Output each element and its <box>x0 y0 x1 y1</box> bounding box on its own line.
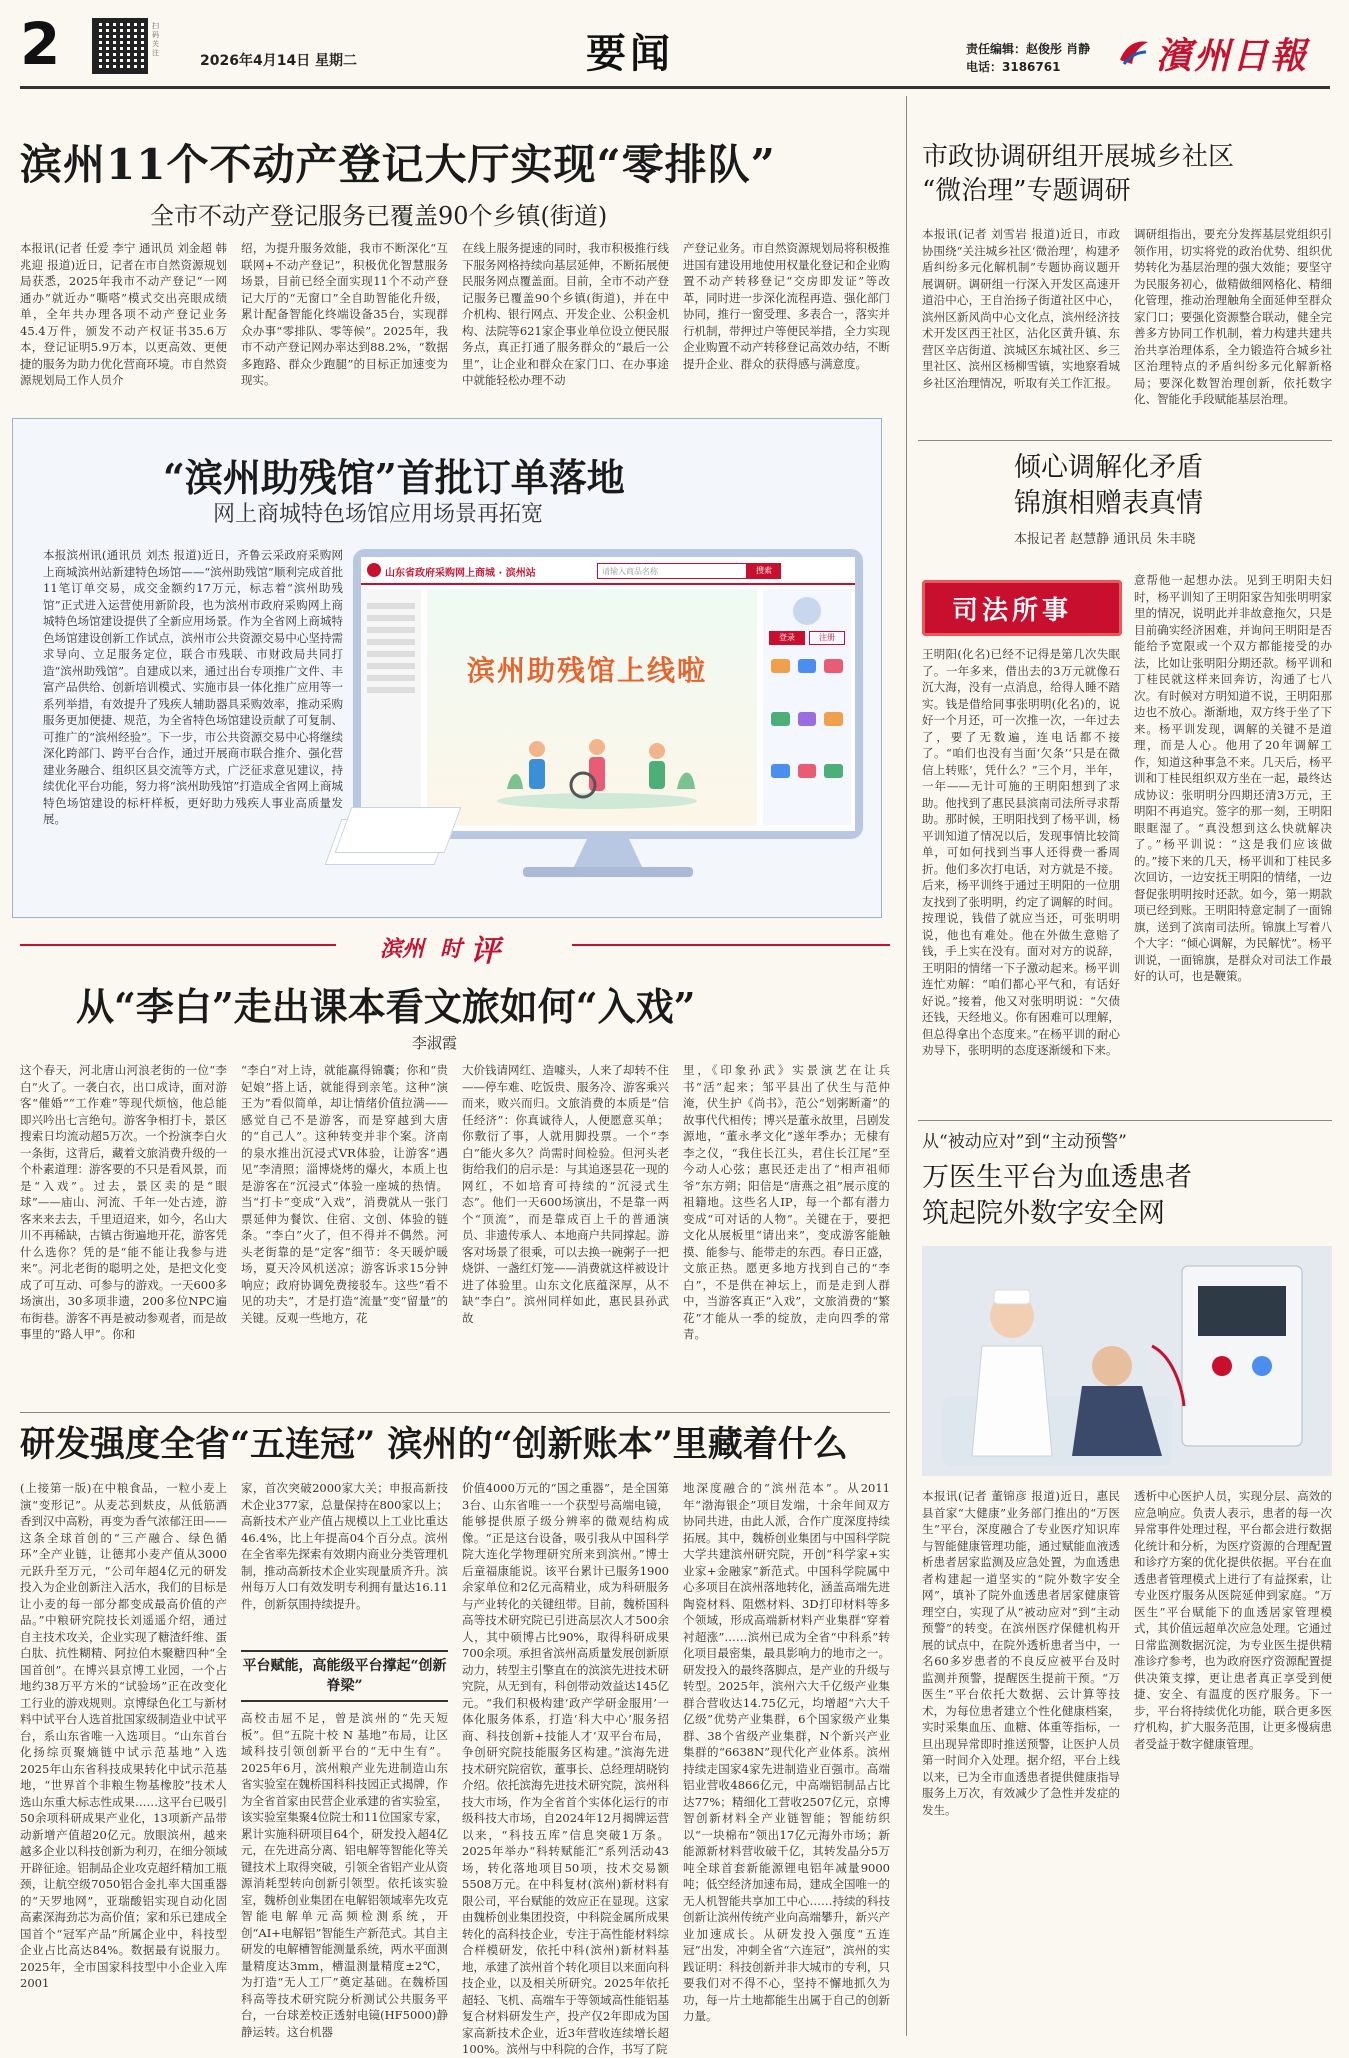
feature-subtitle: 网上商城特色场馆应用场景再拓宽 <box>213 502 544 527</box>
ra2-title-line-2: 锦旗相赠表真情 <box>1014 488 1203 519</box>
lead-col-2: 绍，为提升服务效能，我市不断深化“互联网+不动产登记”，积极优化智慧服务场景，目前已经全面实现11个不动产登记大厅的“无窗口”全自助智能化升级，累计配备智能化终端设备35台，实现群众办事“零排队、零等候”。2025年，我市不动产登记网办率达到88.2%，“数据多跑路、群众少跑腿”的目标正加速变为现实。 <box>241 241 448 387</box>
commentary-col-4: 里，《印象孙武》实景演艺在让兵书“活”起来；邹平县出了伏生与范仲淹，伏生护《尚书》，范公“划粥断齑”的故事代代相传；博兴是董永故里，吕剧发源地，“董永孝文化”遂年季办；无棣有李之仪，“我住长江头，君住长江尾”至今动人心弦；惠民还走出了“相声祖师爷”东方朔；阳信是“唐燕之祖”展示度的祖籍地。这些名人IP，每一个都有潜力变成“可对话的人物”。关键在于，要把文化从展板里“请出来”，变成游客能触摸、能参与、能带走的东西。春日正盛，文旅正热。愿更多地方找到自己的“李白”，不是供在神坛上，而是走到人群中，当游客真正“入戏”，文旅消费的“繁花”才能从一季的绽放，走向四季的常青。 <box>683 1063 890 1341</box>
screen-side-panel <box>763 589 851 825</box>
lead-body <box>20 240 890 400</box>
commentary-col-2: “李白”对上诗，就能赢得锦囊；你和“贵妃娘”搭上话，就能得到亲笔。这种“演王为”看似简单，却让情绪价值拉满——感觉自己不是游客，而是穿越到大唐的“自己人”。这种转变并非个案。济南的泉水推出沉浸式VR体验，让游客“遇见”李清照；淄博烧烤的爆火，本质上也是游客在“沉浸式”体验一座城的热情。当“打卡”变成“入戏”，消费就从一张门票延伸为餐饮、住宿、文创、体验的链条。“李白”火了，但不得并不偶然。河头老街靠的是“定客”细节：冬天暖炉暖场，夏天冷风机送凉；游客诉求15分钟响应；政府协调免费接驳车。这些“看不见的功夫”，才是打造“流量”变“留量”的关键。反观一些地方，花 <box>241 1063 448 1325</box>
commentary-col-1: 这个春天，河北唐山河浪老街的一位“李白”火了。一袭白衣，出口成诗，面对游客“催婚”“工作难”等现代烦恼，他总能即兴吟出七言绝句。游客争相打卡，景区搜索日均流动超5万次。一个扮演李白火一条街，这背后，藏着文旅消费升级的一个朴素道理：游客要的不只是看风景，而是“入戏”。过去，景区卖的是“眼球”——庙山、河流、千年一处古迹，游客来来去去，千里迢迢来，如今，名山大川不再稀缺，古镇古街遍地开花，游客凭什么选你？凭的是“能不能让我参与进来”。河北老街的聪明之处，是把文化变成了可互动、可参与的游戏。一天600多场演出，30多项非遗，200多位NPC遍布街巷。游客不再是被动参观者，而是故事里的“路人甲”。你和 <box>20 1063 227 1341</box>
right-article-1 <box>922 140 1332 436</box>
ra3-col-2: 透析中心医护人员，实现分层、高效的应急响应。负责人表示，患者的每一次异常事件处理过程，平台都会进行数据化统计和分析，为医疗资源的合理配置和诊疗方案的优化提供依据。平台在血透患者管理模式上进行了有益探索，让专业医疗服务从医院延伸到家庭。“万医生”平台赋能下的血透居家管理模式，其价值远超单次应急处理。它通过日常监测数据沉淀，为专业医生提供精准诊疗参考，也为政府医疗资源配置提供决策支撑，更让患者真正享受到便捷、安全、有温度的医疗服务。下一步，平台将持续优化功能，联合更多医疗机构，扩大服务范围，让更多慢病患者受益于数字健康管理。 <box>1134 1489 1332 1751</box>
page-number: 2 <box>20 10 61 78</box>
brand-name: 濱州日報 <box>1156 35 1309 77</box>
research-col-4: 地深度融合的“滨州范本”。从2011年“渤海银企”项目发端，十余年间双方协同共进，由此人派，合作广度深度持续拓展。其中，魏桥创业集团与中国科学院大学共建滨州研究院，开创“科学家+实业家+金融家”新范式。中国科学院属中心多项目在滨州落地转化，涵盖高端先进陶瓷材料、阻燃材料、3D打印材料等多个领域，形成高端新材料产业集群“穿着衬超涨”……滨州已成为全省“中科系”转化项目最密集，最具影响力的地市之一。研发投入的最终落脚点，是产业的升级与转型。2025年，滨州六大千亿级产业集群合营收达14.75亿元，均增超“六大千亿级”优势产业集群，6个国家级产业集群、38个省级产业集群，N个新兴产业集群的“6638N”现代化产业体系。滨州持续走国家4家先进制造业百强市。高端铝业营收4866亿元，中高端铝制品占比达77%；精细化工营收2507亿元，京博智创新材料全产业链智能；智能纺织以“一块棉布”领出17亿元海外市场；新能源新材料营收破千亿，其转发晶分5万吨全球首套新能源锂电铝年减量9000吨；低空经济加速布局，建成全国唯一的无人机智能共享加工中心……持续的科技创新让滨州传统产业向高端攀升，新兴产业加速成长。从研发投入强度“五连冠”出发，冲刺全省“六连冠”，滨州的实践证明：科技创新并非大城市的专利，只要我们对不得不心，坚持不懈地抓久为功，每一片土地都能生出属于自己的创新力量。 <box>683 1481 890 2023</box>
screen-search-input[interactable]: 请输入商品名称 <box>597 563 747 579</box>
lead-subtitle: 全市不动产登记服务已覆盖90个乡镇(街道) <box>150 202 608 230</box>
banner-figures <box>487 719 707 809</box>
ra1-title-line-1: 市政协调研组开展城乡社区 <box>922 142 1235 172</box>
monitor-base <box>523 867 693 877</box>
ra1-col-1: 本报讯(记者 刘雪岩 报道)近日，市政协围绕“关注城乡社区‘微治理’，构建矛盾纠纷多元化解机制”专题协商议题开展调研。调研组一行深入开发区高速开道沿中心，王自治扬子街道社区中心，滨州区新风尚中心文化点，滨州经济技术开发区西王社区，沾化区黄升镇、东营区辛店街道、滨城区东城社区、乡三里社区、滨州区杨柳雪镇，实地察看城乡社区治理情况，听取有关工作汇报。 <box>922 227 1120 390</box>
screen-header <box>361 557 855 585</box>
commentary-title: 从“李白”走出课本看文旅如何“入戏” <box>76 984 696 1029</box>
ra2-col-1: 王明阳(化名)已经不记得是第几次失眠了。一年多来，借出去的3万元就像石沉大海，没有一点消息，给得人睡不踏实。钱是借给同事张明明(化名)的，说好一个月还，可一次推一次，一年过去了，要了无数遍，连电话都不接了。“咱们也没有当面‘欠条’‘只是在微信上转账’，凭什么？”三个月，半年，一年——无计可施的王明阳想到了求助。他找到了惠民县滨南司法所寻求帮助。那时候，王明阳找到了杨平训，杨平训知道了情况以后，发现事情比较简单，可如何找到当事人还得费一番周折。他们多次打电话，对方就是不接。后来，杨平训终于通过王明阳的一位朋友找到了张明明，约定了调解的时间。按理说，钱借了就应当还，可张明明说，他也有难处。他在外做生意赔了钱，手上实在没有。面对对方的说辞，王明阳的情绪一下子激动起来。杨平训连忙劝解：“咱们都心平气和，有话好好说。”接着，他又对张明明说：“欠债还钱，天经地义。你有困难可以理解，但总得拿出个态度来。”在杨平训的耐心劝导下，张明明的态度逐渐缓和下来。 <box>922 647 1120 1057</box>
ra2-byline: 本报记者 赵慧静 通讯员 朱丰晓 <box>1014 532 1196 547</box>
feature-title: “滨州助残馆”首批订单落地 <box>163 455 625 500</box>
banner-text: 滨州助残馆上线啦 <box>467 654 708 687</box>
column-banner <box>20 928 890 969</box>
side-register-button[interactable]: 注册 <box>809 631 845 645</box>
ra3-title-line-2: 筑起院外数字安全网 <box>922 1198 1165 1229</box>
ra3-kicker: 从“被动应对”到“主动预警” <box>922 1132 1127 1152</box>
ra2-title-line-1: 倾心调解化矛盾 <box>1014 452 1203 483</box>
lead-col-3: 在线上服务提速的同时，我市积极推行线下服务网格持续向基层延伸，不断拓展便民服务网点覆盖面。目前，全市不动产登记服务已覆盖90个乡镇(街道)，并在中介机构、银行网点、开发企业、公积金机构、法院等621家企事业单位设立便民服务点，真正打通了服务群众的“最后一公里”，让企业和群众在家门口、在办事途中就能轻松办理不动 <box>462 241 669 387</box>
paper-stack <box>333 799 453 869</box>
screen-category-menu <box>361 589 421 825</box>
research-article <box>20 1416 890 2056</box>
commentary-article <box>20 966 890 1406</box>
commentary-author: 李淑霞 <box>412 1034 458 1052</box>
ra1-title-line-2: “微治理”专题调研 <box>922 176 1131 206</box>
banner-middle: 时 <box>440 936 463 962</box>
qr-code <box>92 18 148 74</box>
qr-caption: 扫码关注 <box>152 22 159 57</box>
research-subheading <box>241 1650 448 1702</box>
column-banner-tag <box>336 928 572 969</box>
research-subheading-text: 平台赋能，高能级平台撑起“创新脊梁” <box>242 1658 447 1694</box>
screen-header-logo-icon <box>367 563 381 577</box>
lead-article <box>20 96 890 406</box>
lead-title: 滨州11个不动产登记大厅实现“零排队” <box>20 140 776 189</box>
ra3-body <box>922 1488 1332 1988</box>
section-name: 要闻 <box>586 30 674 77</box>
research-col-2: 家，首次突破2000家大关；申报高新技术企业377家，总量保持在800家以上；高新技术产业产值占规模以上工业比重达46.4%，比上年提高04个百分点。滨州在全省率先探索有效期内商业分类管理机制，推动高新技术企业实现量质齐升。滨州每万人口有效发明专利拥有量达16.11件，创新氛围持续提升。 <box>241 1481 448 1611</box>
ra3-col-1: 本报讯(记者 董锦彦 报道)近日，惠民县首家“大健康”业务部门推出的“万医生”平台，深度融合了专业医疗知识库与智能健康管理功能，通过赋能血液透析患者居家监测及应急处置，为血透患者构建起一道坚实的“院外数字安全网”，填补了院外血透患者居家健康管理空白，实现了从“被动应对”到“主动预警”的转变。在滨州医疗保健机构开展的试点中，在院外透析患者当中，一名60多岁患者的不良反应被平台及时监测并预警，提醒医生提前干预。“万医生”平台依托大数据、云计算等技术，为每位患者建立个性化健康档案，实时采集血压、血糖、体重等指标，一旦出现异常即时推送预警，让医护人员第一时间介入处理。据介绍，平台上线以来，已为全市血透患者提供健康指导服务上万次，有效减少了急性并发症的发生。 <box>922 1489 1120 1817</box>
research-col-1: (上接第一版)在中粮食品，一粒小麦上演“变形记”。从麦芯到麸皮，从低筋酒香到汉中高粉，再变为香气浓郁汪田——这条全球首创的“三产融合、绿色循环”全产业链，让德邦小麦产值从3000元跃升至万元，“公司年超4亿元的研发投入为企业创新注入活水，我们的目标是让小麦的每一部分都变成最高价值的产品。”中粮研究院技长刘遥遥介绍，通过自主技术攻关，企业实现了糖渣纤维、蛋白肽、抗性糊精、阿拉伯木聚糖四种“全国首创”。在博兴县京博工业园，一个占地约38万平方米的“试验场”正在改变化工行业的游戏规则。京博绿色化工与新材料中试平台人选首批国家级制造业中试平台，系山东省唯一入选项目。“山东首台化扬综页聚熵链中试示范基地”入选2025年山东省科技成果转化中试示范基地，“世界首个非粮生物基橡胶”技术人选山东重大标志性成果……这平台已吸引50余项科研成果产业化，13项新产品带动新增产值超20亿元。放眼滨州，越来越多企业以科技创新为利刃，在细分领域开辟征途。铝制品企业攻克超纤精加工瓶颈，让航空级7050铝合金扎率大国重器的“天罗地网”，亚瑞酸铝实现自动化固高素深海劲芯为高价值；家和乐已建成全国首个“冠军产品”所属企业中，科技型企业占比高达84%。数据最有说服力。2025年，全市国家科技型中小企业入库2001 <box>20 1481 227 1990</box>
side-icon-grid <box>771 659 843 809</box>
ra1-col-2: 调研组指出，要充分发挥基层党组织引领作用，切实将党的政治优势、组织优势转化为基层治理的强大效能；要坚守为民服务初心，做精做细网格化、精细化管理，推动治理触角全面延伸至群众家门口；要强化资源整合联动，健全完善多方协同工作机制，着力构建共建共治共享治理体系，全力锻造符合城乡社区治理特点的矛盾纠纷多元化解新格局；要深化数智治理创新，依托数字化、智能化手段赋能基层治理。 <box>1134 227 1332 406</box>
ra2-col-2: 意帮他一起想办法。见到王明阳夫妇时，杨平训知了王明阳家告知张明明家里的情况，说明此并非故意拖欠，只是目前确实经济困难，并询问王明阳是否能给予宽限或一个双方都能接受的办法，比如让张明阳分期还款。杨平训和丁桂民就这样来回奔访，沟通了七八次。有时候对方明知道不说，王明阳那边也不放心。渐渐地，双方终于坐了下来。杨平训发现，调解的关键不是道理，而是人心。他用了20年调解工作，知道这种事急不来。几天后，杨平训和丁桂民组织双方坐在一起，最终达成协议：张明明分四期还清3万元，王明阳不再追究。签字的那一刻，王明阳眼眶湿了。“真没想到这么快就解决了。”杨平训说：“这是我们应该做的。”接下来的几天，杨平训和丁桂民多次回访，一边安抚王明阳的情绪，一边督促张明明按时还款。如今，第一期款项已经到账。王明阳特意定制了一面锦旗，送到了滨南司法所。锦旗上写着八个大字：“倾心调解，为民解忧”。杨平训说，一面锦旗，是群众对司法工作最好的认可，也是鞭策。 <box>1134 573 1332 983</box>
phone-line: 电话：3186761 <box>966 60 1061 74</box>
research-col-3: 价值4000万元的“国之重器”，是全国第3台、山东省唯一一个获型号高端电镜，能够提供原子级分辨率的微观结构成像。“正是这台设备，吸引我从中国科学院大连化学物理研究所来到滨州。”博士后童福康能说。该平台累计已服务1900余家单位和2亿元高精业，成为科研服务与产业转化的关键纽带。目前，魏桥国科高等技术研究院已引进高层次人才500余人，其中硕博占比90%，取得科研成果700余项。承担省滨州高质量发展创新原动力，转型主引擎直在的滨滨先进技术研究院，从无到有，科创带动效益达145亿元。“我们积极构建‘政产学研金服用’一体化服务体系，打造‘科大中心’服务招商、科技创新+技能人才’双平台布局，争创研究院技能服务区构建。”滨海先进技术研究院宿钦，董事长、总经理胡晓钧介绍。依托滨海先进技术研究院，滨州科技大市场，作为全省首个实体化运行的市级科技大市场，自2024年12月揭牌运营以来，“科技五库”信息突破1万条。2025年举办“科转赋能汇”系列活动43场，转化落地项目50项，技术交易额5508万元。在中科复材(滨州)新材料有限公司，平台赋能的效应正在显现。这家由魏桥创业集团投资，中科院金属所成果转化的高科技企业，专注于高性能材料综合样模研发，依托中科(滨州)新材料基地，承建了滨州首个转化项目以来面向科技企业，以及相关所研究。2025年依托超轻、飞机、高端车于等领域高性能铝基复合材料研发生产，投产仅2年即成为国家高新技术企业，近3年营收连续增长超100%。滨州与中科院的合作，书写了院 <box>462 1481 669 2056</box>
ra3-title-line-1: 万医生平台为血透患者 <box>922 1162 1192 1193</box>
editor-line: 责任编辑：赵俊彤 肖静 <box>966 42 1091 56</box>
research-title: 研发强度全省“五连冠” 滨州的“创新账本”里藏着什么 <box>20 1424 848 1465</box>
banner-left: 滨州 <box>380 936 425 962</box>
screen-banner <box>427 589 757 825</box>
research-col-2b: 高校击屈不足，曾是滨州的“先天短板”。但“五院十校 N 基地”布局，让区域科技引领创新平台的“无中生有”。2025年6月，滨州粮产业先进制造山东省实验室在魏桥国科科技园正式揭牌，作为全省首家由民营企业承建的省实验室，该实验室集聚4位院士和11位国家专家，累计实施科研项目64个，研发投入超4亿元，在先进高分离、铝电解等智能化等关键技术上取得突破，引领全省铝产业从资源消耗型转向创新引领型。依托该实验室，魏桥创业集团在电解铝领域率先攻克智能电解单元高频检测系统，开创“AI+电解铝”智能生产新范式。其自主研发的电解槽智能测量系统，两水平面测量精度达3mm，槽温测量精度±2℃，为打造“无人工厂”奠定基础。在魏桥国科高等技术研究院分析测试公共服务平台，一台球差校正透射电镜(HF5000)静静运转。这台机器 <box>241 1711 448 2039</box>
lead-col-1: 本报讯(记者 任爱 李宁 通讯员 刘金超 韩兆迎 报道)近日，记者在市自然资源规划局获悉，2025年我市不动产登记“一网通办”就近办“嘶嗒”模式交出亮眼成绩单，全年共办理各项不动产登记业务45.4万件，颁发不动产权证书35.6万本，登记证明5.9万本，以更高效、更便捷的服务为助力优化营商环境。市自然资源规划局工作人员介 <box>20 241 227 387</box>
screen-search-button[interactable]: 搜索 <box>747 563 781 579</box>
banner-right: 评 <box>470 934 500 969</box>
commentary-col-3: 大价钱请网红、造噱头，人来了却转不住——停车难、吃饭贵、服务冷、游客乘兴而来，败兴而归。文旅消费的本质是“信任经济”：你真诚待人，人便愿意买单；你敷衍了事，人就用脚投票。一个“李白”能火多久？尚需时间检验。但河头老街给我们的启示是：与其追逐昙花一现的网红，不如培育可持续的“沉浸式生态”。他们一天600场演出，不是靠一两个“顶流”，而是靠成百上千的普通演员、非遗传承人、本地商户共同撑起。游客对场景了很乘，可以去换一碗粥子一把烧饼、一盏红灯笼——消费就这样被设计进了体验里。山东文化底蕴深厚，从不缺“李白”。滨州同样如此，惠民县孙武故 <box>462 1063 669 1325</box>
page-header <box>0 0 1349 90</box>
monitor-illustration <box>343 549 873 889</box>
ra2-body <box>922 450 1332 1110</box>
dialysis-photo <box>922 1246 1332 1476</box>
feature-body: 本报滨州讯(通讯员 刘杰 报道)近日，齐鲁云采政府采购网上商城滨州站新建特色场馆——“滨州助残馆”顺利完成首批11笔订单交易，成交金额约17万元，标志着“滨州助残馆”正式进入运营使用新阶段，也为滨州市政府采购网上商城特色场馆建设提供了全新应用场景。作为全省网上商城特色场馆建设创新工作试点，滨州市公共资源交易中心坚持需求导向、立足服务定位，联合市残联、市财政局共同打造“滨州助残馆”。自建成以来，通过出台专项推广文件、丰富产品供给、创新培训模式、实施市县一体化推广应用等一系列举措，有效提升了残疾人辅助器具采购效率，推动采购服务更加便捷、规范，为全省特色场馆建设贡献了可复制、可推广的“滨州经验”。下一步，市公共资源交易中心将继续深化跨部门、跨平台合作，通过开展商市联合推介、强化营建业务融合、组织区县交流等方式，广泛征求意见建议，持续优化平台功能，努力将“滨州助残馆”打造成全省网上商城特色场馆建设的标杆样板，更好助力残疾人事业高质量发展。 <box>43 548 343 826</box>
ra1-body <box>922 226 1332 426</box>
monitor-screen <box>361 557 855 831</box>
feature-box <box>12 418 882 918</box>
issue-date: 2026年4月14日 星期二 <box>200 53 358 69</box>
right-article-2 <box>922 450 1332 1110</box>
side-avatar <box>793 597 821 625</box>
lead-col-4: 产登记业务。市自然资源规划局将积极推进国有建设用地使用权量化登记和企业购置不动产转移登记“交房即发证”等改革，同时进一步深化流程再造、强化部门协同，推行一窗受理、多表合一，落实并行机制，带押过户等便民举措，全力实现企业购置不动产转移登记高效办结，不断提升企业、群众的获得感与满意度。 <box>683 241 890 371</box>
justice-badge-text: 司法所事 <box>952 596 1073 626</box>
brand-logo-icon <box>1116 34 1152 70</box>
side-login-button[interactable]: 登录 <box>769 631 805 645</box>
research-body <box>20 1480 890 2056</box>
right-article-3 <box>922 1130 1332 2036</box>
monitor-stand <box>573 839 643 869</box>
commentary-body <box>20 1062 890 1398</box>
screen-header-title: 山东省政府采购网上商城 · 滨州站 <box>385 568 536 579</box>
